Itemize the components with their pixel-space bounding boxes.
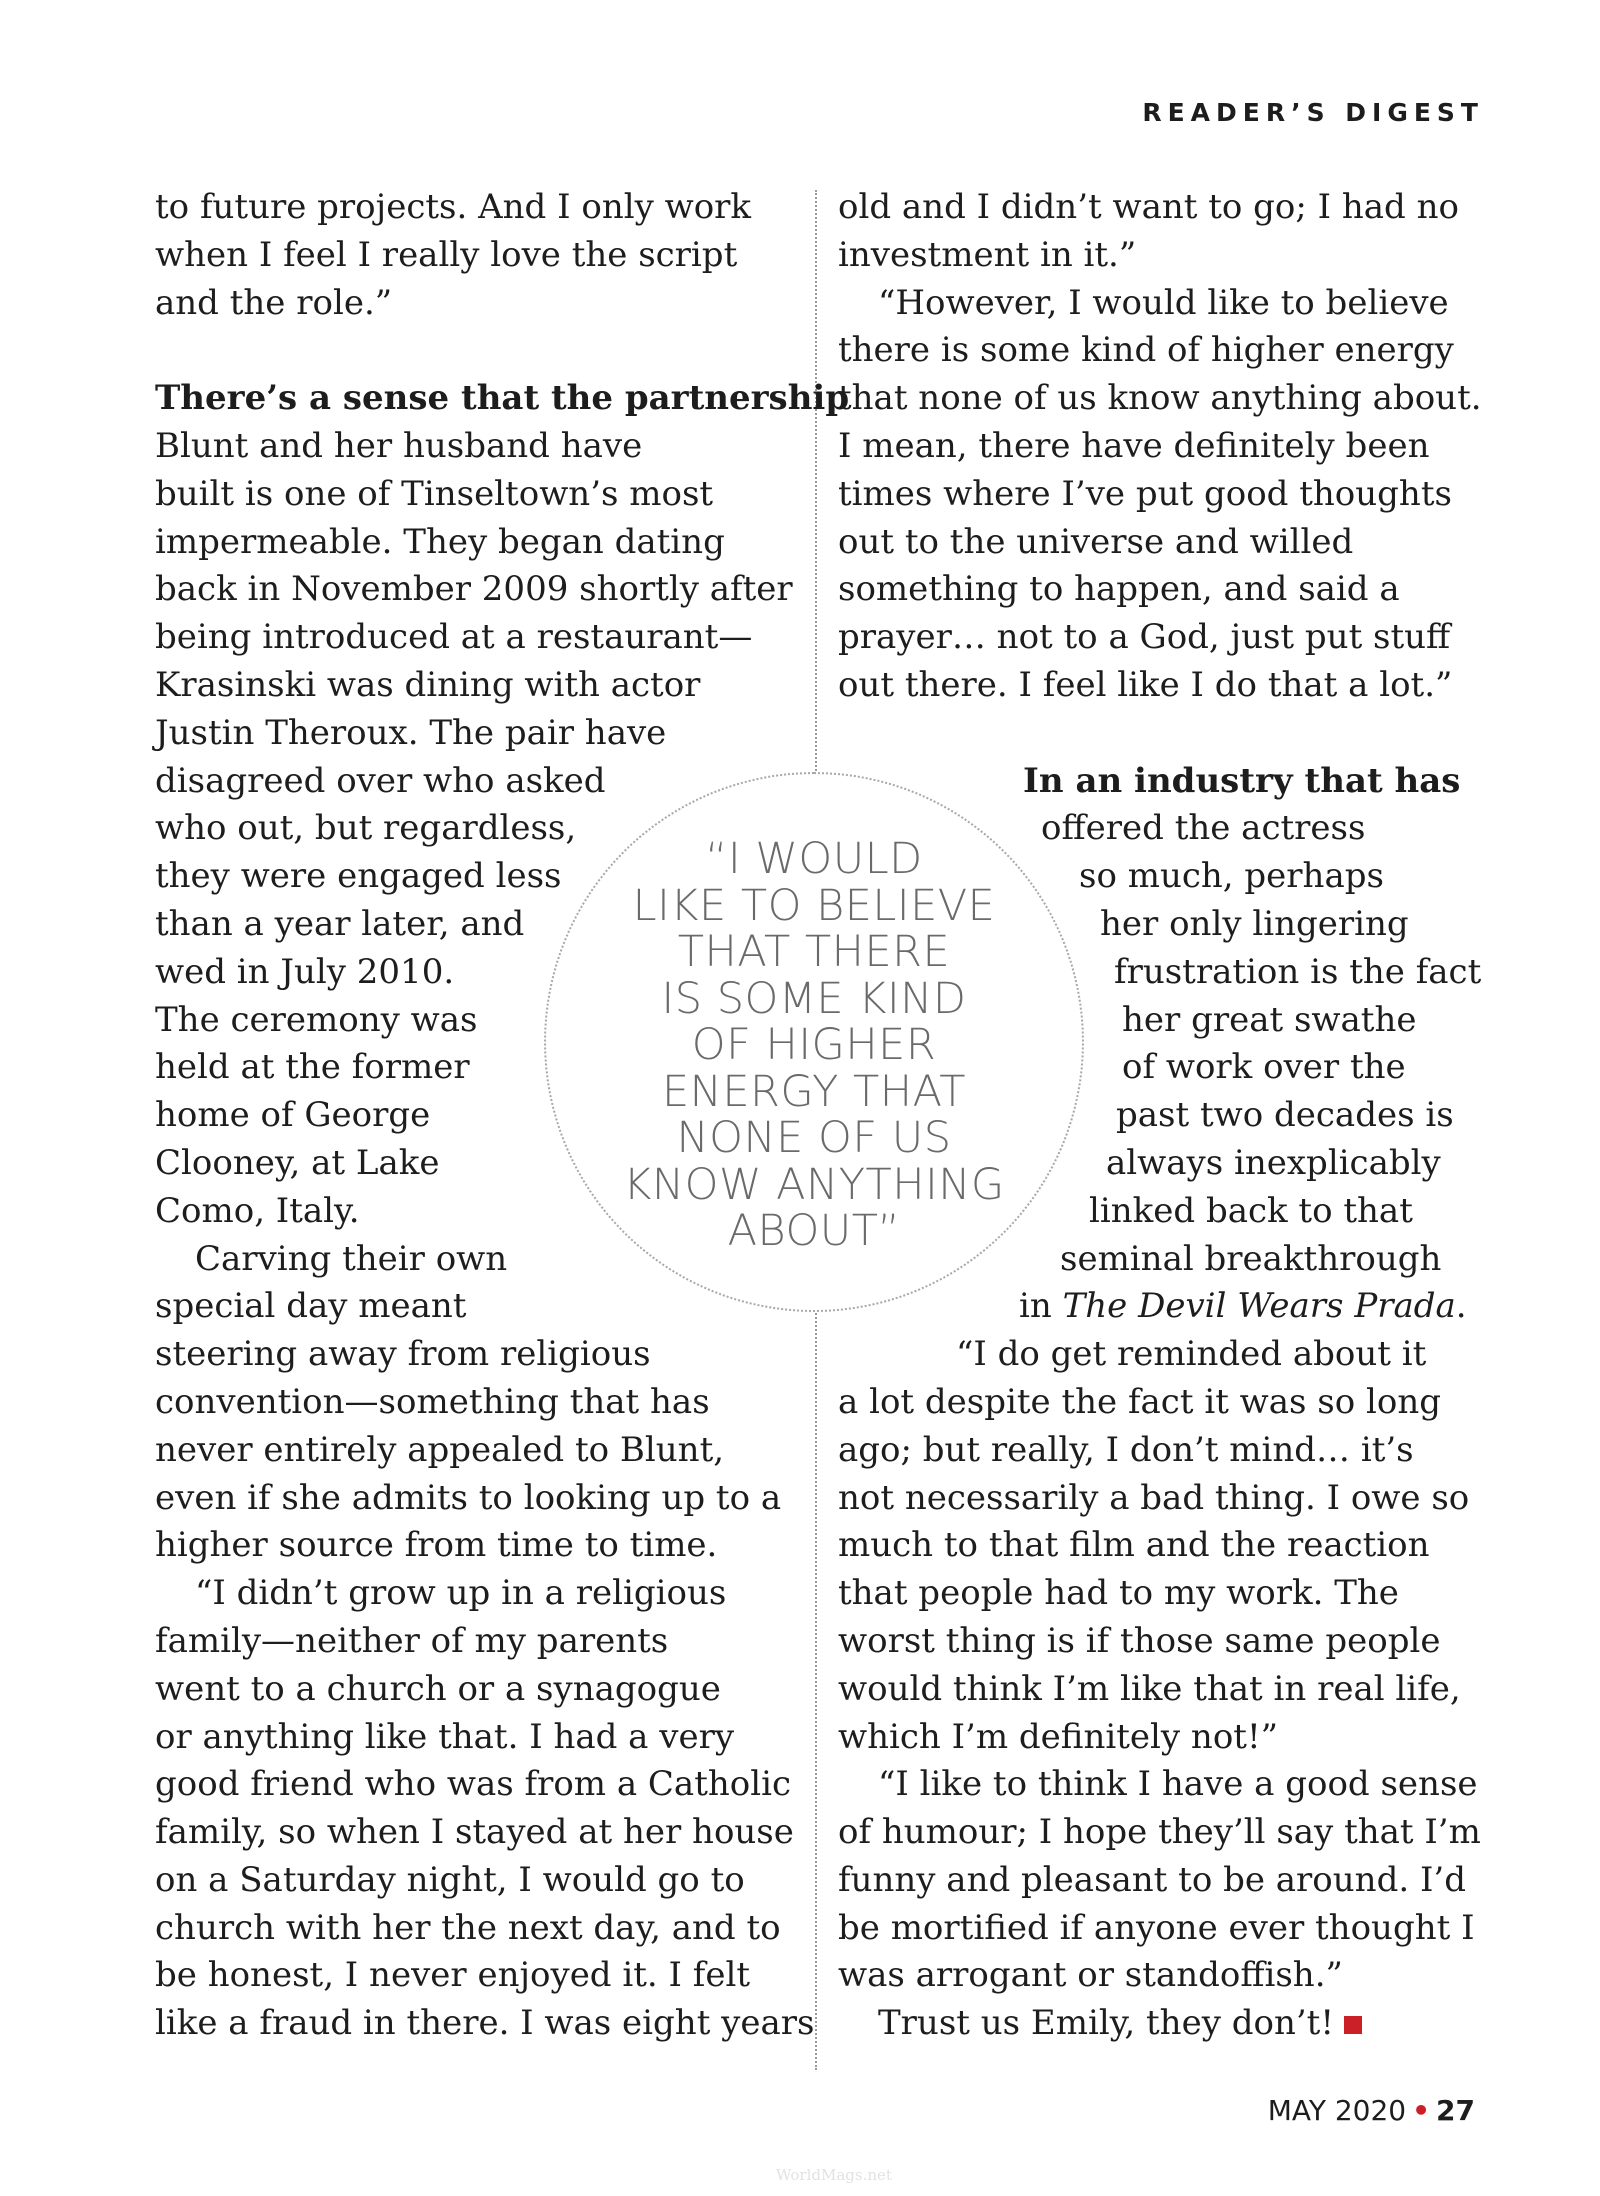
body-line: her great swathe [1122, 999, 1417, 1040]
pull-quote-line: ENERGY THAT [662, 1066, 966, 1117]
pull-quote-line: ABOUT” [727, 1206, 901, 1256]
body-line: of work over the [1122, 1047, 1406, 1088]
watermark: WorldMags.net [776, 2166, 892, 2184]
body-line: always inexplicably [1106, 1142, 1441, 1183]
closing-line [838, 2000, 1482, 2048]
body-line: be honest, I never enjoyed it. I felt [155, 1955, 751, 1996]
body-line: impermeable. They began dating [155, 521, 725, 562]
body-line: or anything like that. I had a very [155, 1716, 735, 1757]
body-line: Clooney, at Lake [155, 1142, 440, 1183]
body-line: a lot despite the fact it was so long [838, 1381, 1442, 1422]
body-line: Carving their own [195, 1238, 508, 1279]
body-line: steering away from religious [155, 1334, 651, 1375]
body-line: there is some kind of higher energy [838, 330, 1454, 371]
body-line: be mortified if anyone ever thought I [838, 1907, 1475, 1948]
body-text: Trust us Emily, they don’t! [878, 2003, 1334, 2044]
body-line: “I do get reminded about it [956, 1334, 1427, 1375]
body-line: family, so when I stayed at her house [155, 1812, 794, 1853]
body-line: good friend who was from a Catholic [155, 1764, 792, 1805]
body-line: being introduced at a restaurant— [155, 617, 753, 658]
body-line: wed in July 2010. [155, 951, 455, 992]
body-line: “I didn’t grow up in a religious [195, 1573, 727, 1614]
body-line: Krasinski was dining with actor [155, 664, 701, 705]
footer-separator: • [1412, 2094, 1431, 2127]
body-line: out to the universe and willed [838, 521, 1354, 562]
body-line [838, 1283, 1482, 1331]
pull-quote-line: IS SOME KIND [661, 973, 967, 1024]
pull-quote-line: LIKE TO BELIEVE [632, 880, 996, 931]
body-line: to future projects. And I only work [155, 187, 752, 227]
body-line: out there. I feel like I do that a lot.” [838, 664, 1453, 705]
body-line: like a fraud in there. I was eight years [155, 2003, 815, 2044]
body-line: even if she admits to looking up to a [155, 1477, 782, 1518]
body-line: family—neither of my parents [155, 1620, 669, 1661]
body-line: back in November 2009 shortly after [155, 569, 793, 610]
pull-quote-line: THAT THERE [677, 927, 951, 977]
body-line: disagreed over who asked [155, 760, 606, 801]
body-line: home of George [155, 1095, 431, 1136]
body-line: special day meant [155, 1286, 467, 1327]
body-line: “However, I would like to believe [878, 282, 1449, 323]
body-line: old and I didn’t want to go; I had no [838, 187, 1459, 227]
body-line: and the role.” [155, 282, 393, 323]
pull-quote-line: OF HIGHER [691, 1020, 937, 1070]
body-line: prayer… not to a God, just put stuff [838, 617, 1451, 658]
end-mark-icon [1344, 2016, 1362, 2034]
body-line: past two decades is [1116, 1095, 1454, 1136]
section-lead-in: In an industry that has [1023, 760, 1461, 801]
body-line: much to that film and the reaction [838, 1525, 1430, 1566]
body-line: Blunt and her husband have [155, 425, 643, 466]
section-lead-in: There’s a sense that the partnership [155, 378, 850, 419]
body-line: seminal breakthrough [1060, 1238, 1442, 1279]
issue-date: MAY 2020 [1267, 2094, 1407, 2127]
body-line: ago; but really, I don’t mind… it’s [838, 1429, 1414, 1470]
film-title: The Devil Wears Prada [1062, 1286, 1456, 1327]
body-line: never entirely appealed to Blunt, [155, 1429, 725, 1470]
pull-quote-line: “I WOULD [705, 834, 923, 884]
body-line: that people had to my work. The [838, 1573, 1399, 1614]
body-line: linked back to that [1089, 1190, 1413, 1231]
body-line: frustration is the fact [1114, 951, 1482, 992]
body-line: “I like to think I have a good sense [878, 1764, 1478, 1805]
body-line: offered the actress [1041, 808, 1366, 849]
body-line: would think I’m like that in real life, [838, 1668, 1461, 1709]
body-line: something to happen, and said a [838, 569, 1400, 610]
body-line: that none of us know anything about. [838, 378, 1482, 419]
body-line: went to a church or a synagogue [155, 1668, 721, 1709]
body-text: in [1019, 1286, 1063, 1327]
body-line: funny and pleasant to be around. I’d [838, 1859, 1466, 1900]
body-line: they were engaged less [155, 856, 562, 897]
body-line: not necessarily a bad thing. I owe so [838, 1477, 1470, 1518]
body-line: so much, perhaps [1079, 856, 1384, 897]
body-text: . [1455, 1286, 1467, 1327]
body-line: investment in it.” [838, 234, 1137, 275]
body-line: when I feel I really love the script [155, 234, 738, 275]
section-gap [155, 327, 849, 375]
pull-quote-line: NONE OF US [676, 1113, 952, 1163]
body-line: Como, Italy. [155, 1190, 360, 1231]
pull-quote [544, 836, 1084, 1255]
publication-header: READER’S DIGEST [1142, 98, 1484, 127]
body-line: I mean, there have definitely been [838, 425, 1430, 466]
body-line: higher source from time to time. [155, 1525, 718, 1566]
body-line: her only lingering [1100, 903, 1409, 944]
body-line: held at the former [155, 1047, 470, 1088]
body-line: The ceremony was [155, 999, 478, 1040]
body-line: was arrogant or standoffish.” [838, 1955, 1343, 1996]
body-line: worst thing is if those same people [838, 1620, 1441, 1661]
body-line: church with her the next day, and to [155, 1907, 781, 1948]
body-line: of humour; I hope they’ll say that I’m [838, 1812, 1481, 1853]
body-line: times where I’ve put good thoughts [838, 473, 1452, 514]
body-line: built is one of Tinseltown’s most [155, 473, 714, 514]
body-line: Justin Theroux. The pair have [155, 712, 667, 753]
body-line: which I’m definitely not!” [838, 1716, 1278, 1757]
body-line: convention—something that has [155, 1381, 710, 1422]
pull-quote-line: KNOW ANYTHING [623, 1159, 1005, 1210]
section-gap [838, 710, 1482, 758]
page-number: 27 [1436, 2094, 1475, 2127]
body-line: who out, but regardless, [155, 808, 577, 849]
page-footer [1268, 2094, 1475, 2127]
body-line: than a year later, and [155, 903, 525, 944]
body-line: on a Saturday night, I would go to [155, 1859, 745, 1900]
